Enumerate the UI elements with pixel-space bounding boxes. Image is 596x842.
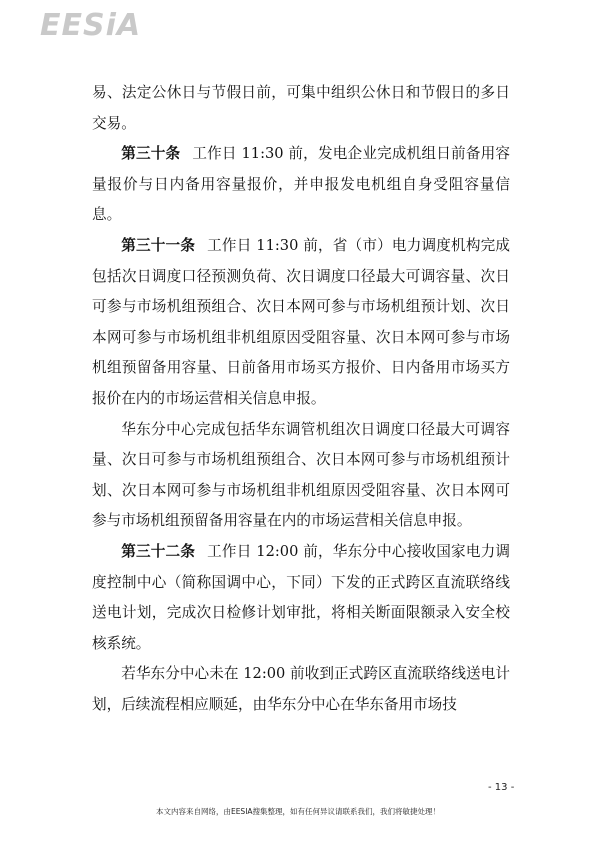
paragraph-continuation: [92, 78, 510, 139]
article-heading: 第三十条: [121, 145, 181, 163]
paragraph-article-30: [92, 139, 510, 231]
paragraph-article-31: [92, 231, 510, 415]
paragraph-text: 工作日 11:30 前，发电企业完成机组日前备用容量报价与日内备用容量报价，并申报发电机组自身受阻容量信息。: [92, 145, 510, 224]
article-heading: 第三十一条: [121, 236, 196, 254]
document-body: [92, 78, 510, 720]
paragraph-text: 易、法定公休日与节假日前，可集中组织公休日和节假日的多日交易。: [92, 84, 510, 132]
footer-disclaimer: 本文内容来自网络，由EESIA搜集整理，如有任何异议请联系我们，我们将敏捷处理！: [155, 807, 441, 816]
paragraph-text: 工作日 11:30 前，省（市）电力调度机构完成包括次日调度口径预测负荷、次日调度口径最大可调容量、次日可参与市场机组预组合、次日本网可参与市场机组预计划、次日本网可参与市场机组非机组原因受阻容量、次日本网可参与市场机组预留备用容量、日前备用市场买方报价、日内备用市场买方报价在内的市场运营相关信息申报。: [92, 236, 510, 407]
article-heading: 第三十二条: [121, 542, 196, 560]
paragraph-article-32: [92, 537, 510, 659]
paragraph-delay-note: [92, 659, 510, 720]
paragraph-text: 华东分中心完成包括华东调管机组次日调度口径最大可调容量、次日可参与市场机组预组合、次日本网可参与市场机组预计划、次日本网可参与市场机组非机组原因受阻容量、次日本网可参与市场机组预留备用容量在内的市场运营相关信息申报。: [92, 420, 510, 530]
eesia-logo: EESiA: [40, 8, 142, 43]
paragraph-east-china-center: [92, 415, 510, 537]
paragraph-text: 若华东分中心未在 12:00 前收到正式跨区直流联络线送电计划，后续流程相应顺延，由华东分中心在华东备用市场技: [92, 665, 510, 713]
page-number: - 13 -: [488, 782, 515, 793]
paragraph-text: 工作日 12:00 前，华东分中心接收国家电力调度控制中心（简称国调中心，下同）下发的正式跨区直流联络线送电计划，完成次日检修计划审批，将相关断面限额录入安全校核系统。: [92, 542, 510, 652]
